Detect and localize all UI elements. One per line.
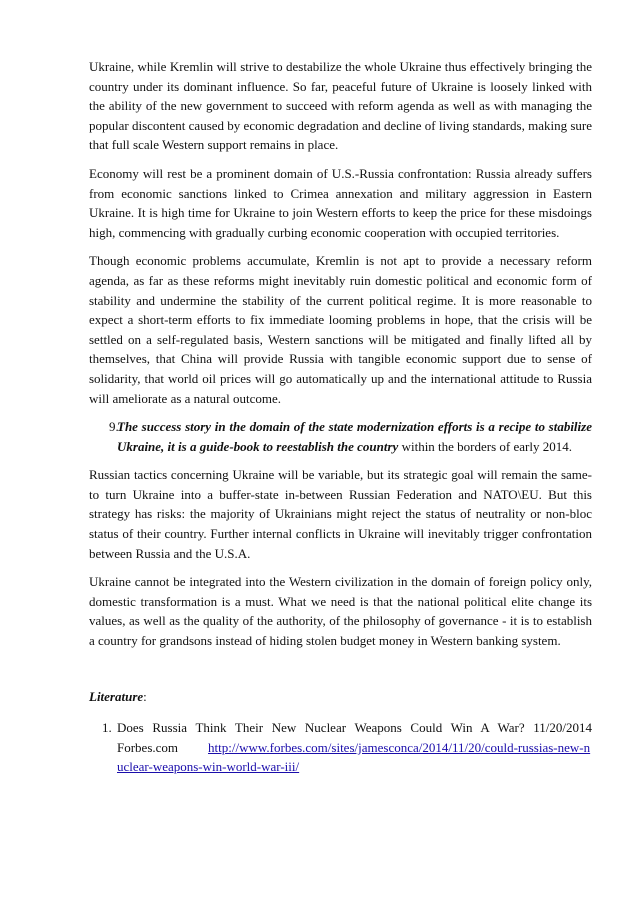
paragraph-2: Economy will rest be a prominent domain of U.S.-Russia confrontation: Russia already suffers from economic sanctions linked to Crimea annexation and military aggression in Eastern Ukraine. It is high time for Ukraine to join Western efforts to keep the price for these misdoings high, commencing with gradually curbing economic cooperation with occupied territories. [89, 165, 592, 240]
literature-item-text: Does Russia Think Their New Nuclear Weapons Could Win A War? 11/20/2014 Forbes.com [117, 720, 592, 755]
numbered-item-9 [89, 417, 592, 456]
literature-link[interactable]: http://www.forbes.com/sites/jamesconca/2014/11/20/could-russias-new-nuclear-weapons-win-world-war-iii/ [117, 739, 591, 775]
literature-heading-text: Literature [89, 688, 144, 704]
paragraph-1: Ukraine, while Kremlin will strive to destabilize the whole Ukraine thus effectively bringing the country under its dominant influence. So far, peaceful future of Ukraine is loosely linked with the ability of the new government to succeed with reform agenda as well as with managing the popular discontent caused by economic degradation and decline of living standards, making sure that full scale Western support remains in place. [89, 59, 592, 153]
literature-heading-colon: : [143, 688, 147, 704]
literature-item-1 [89, 718, 592, 777]
list-number: 1. [102, 720, 112, 736]
literature-heading [89, 687, 592, 707]
paragraph-3: Though economic problems accumulate, Kremlin is not apt to provide a necessary reform agenda, as far as these reforms might inevitably ruin domestic political and economic form of stability and undermine the stability of the current political regime. It is more reasonable to expect a short-term efforts to fix immediate looming problems in hope, that the crisis will be settled on a self-regulated basis, Western sanctions will be mitigated and finally lifted all by themselves, that China will provide Russia with tangible economic support due to sense of solidarity, that world oil prices will go automatically up and the international attitude to Russia will ameliorate as a natural outcome. [89, 253, 592, 406]
literature-item-body [117, 718, 592, 777]
list-number: 9. [109, 419, 119, 435]
paragraph-5: Ukraine cannot be integrated into the Western civilization in the domain of foreign policy only, domestic transformation is a must. What we need is that the national political elite change its values, as well as the quality of the authority, of the philosophy of governance - it is to establish a country for grandsons instead of hiding stolen budget money in Western banking system. [89, 574, 592, 649]
numbered-item-rest: within the borders of early 2014. [398, 438, 572, 454]
numbered-item-text [117, 417, 592, 456]
emphasis-text: The success story in the domain of the state modernization efforts is a recipe to stabilize Ukraine, it is a guide-book to reestablish the country [117, 419, 592, 454]
document-page [89, 57, 592, 777]
paragraph-4: Russian tactics concerning Ukraine will be variable, but its strategic goal will remain the same- to turn Ukraine into a buffer-state in-between Russian Federation and NATO\EU. But this strategy has risks: the majority of Ukrainians might reject the status of neutrality or non-bloc status of their country. Further internal conflicts in Ukraine will inevitably trigger confrontation between Russia and the U.S.A. [89, 467, 592, 561]
